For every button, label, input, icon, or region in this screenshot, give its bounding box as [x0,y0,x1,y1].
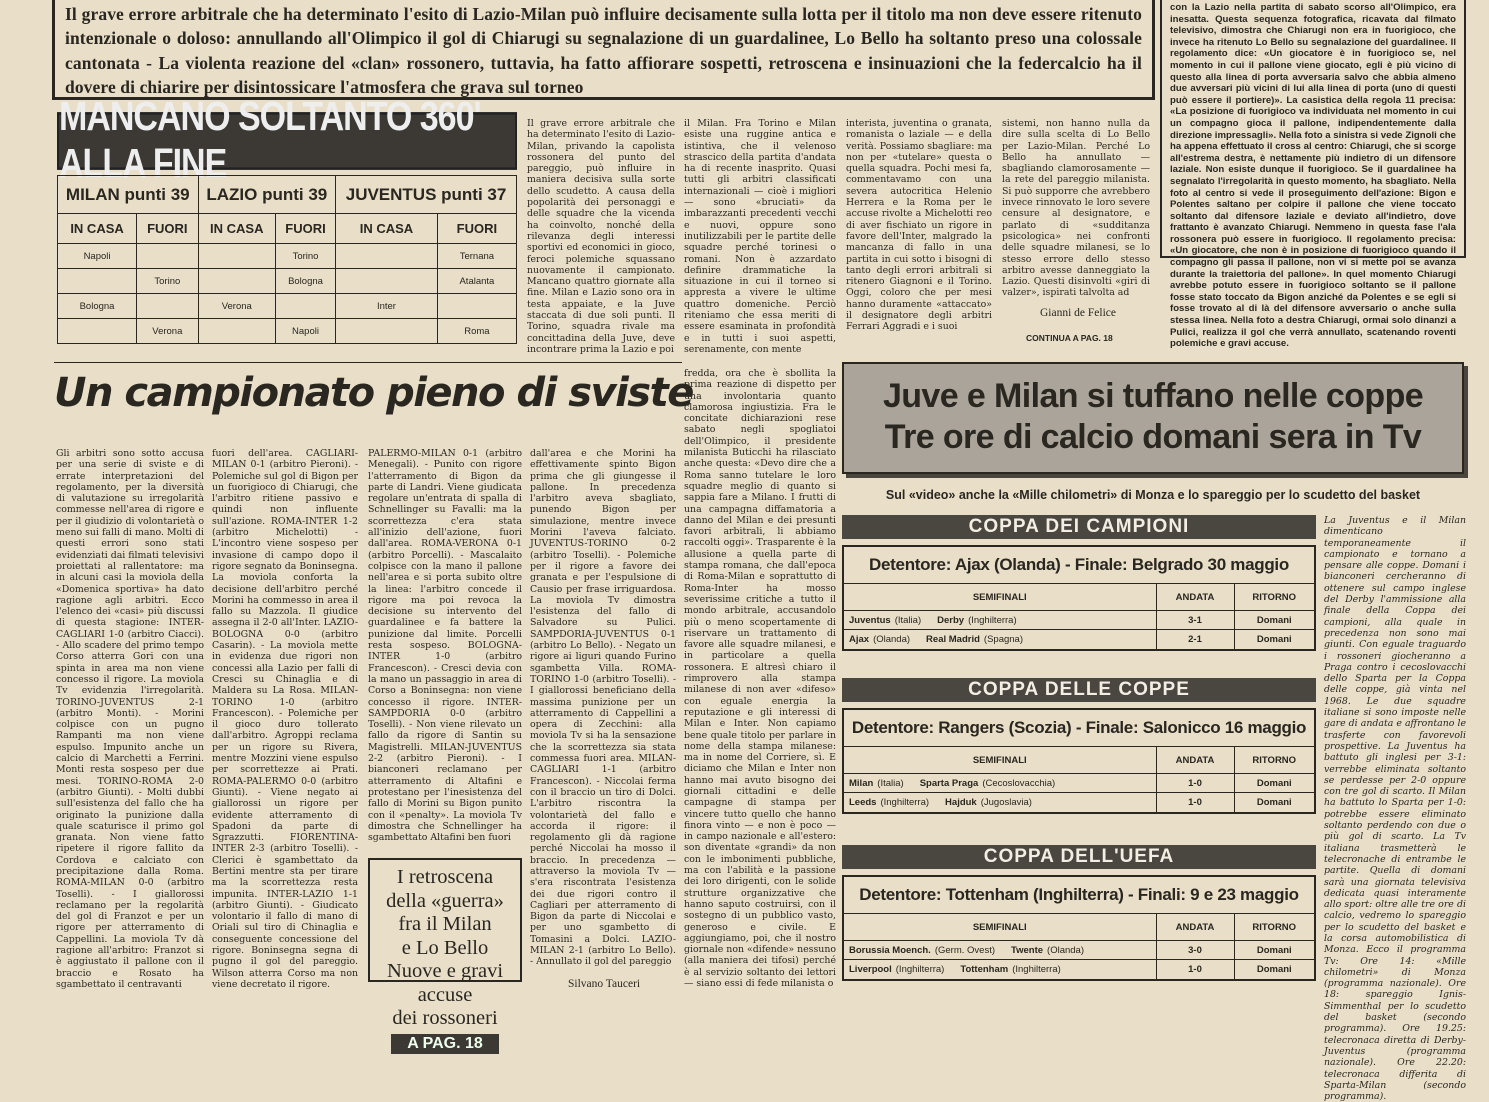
divider [54,362,682,363]
cup-title: COPPA DELLE COPPE [842,678,1316,702]
cup-match-row [844,774,1314,793]
main-article-col-2: il Milan. Fra Torino e Milan esiste una ruggine antica e istintiva, che il velenoso strascico della partita d'andata ha di recente inasprito. Quasi tutti gli arbitri classificati internazionali — cioè i migliori — sono «bruciati» da imbarazzanti precedenti vecchi e nuovi, oppure sono inutilizzabili per le partite delle squadre perché torinesi o romani. Non è azzardato definire drammatiche la situazione in cui il torneo si appresta a vivere le ultime quattro domeniche. Perciò riteniamo che essa meriti di essere esaminata in profondità e in tutti i suoi aspetti, serenamente, con mente [684,118,836,355]
cup-team-away-c: (Spagna) [983,633,1023,645]
standings-headline: MANCANO SOLTANTO 360' ALLA FINE [57,112,517,170]
author-byline: Gianni de Felice [1040,307,1117,319]
top-summary-text: Il grave errore arbitrale che ha determinato l'esito di Lazio-Milan può influire decisamente sulla lotta per il titolo ma non deve essere ritenuto intenzionale o doloso: annullando all'Olimpico il gol di Chiarugi su segnalazione di un guardalinee, Lo Bello ha soltanto preso una colossale cantonata - La violenta reazione del «clan» rossonero, tuttavia, ha fatto affiorare sospetti, retroscena e insinuazioni che la federcalcio ha il dovere di chiarire per disintossicare l'atmosfera che grava sul torneo [65,4,1142,97]
cup-ritorno: Domani [1234,611,1314,630]
col-in-casa: IN CASA [58,214,137,244]
col-in-casa: IN CASA [198,214,275,244]
standings-cell [336,269,438,294]
standings-cell [437,294,516,319]
standings-cell [336,319,438,344]
standings-row [58,319,517,344]
cup-team-home-c: (Inghilterra) [895,963,945,975]
cup-match-teams [844,774,1156,793]
cup-team-home: Liverpool [849,963,892,975]
cup-andata: 3-0 [1156,941,1234,960]
cup-title: COPPA DELL'UEFA [842,845,1316,869]
cup-box [842,545,1316,651]
campionato-col-1: Gli arbitri sono sotto accusa per una serie di sviste e di errate interpretazioni del regolamento, per la diversità di valutazione su irregolarità commesse nell'area di rigore e per il giudizio di volontarietà o meno sui falli di mano. Molti di questi errori sono stati evidenziati dai filmati televisivi proiettati al rallentatore: ma in alcuni casi la moviola della «Domenica sportiva» ha dato ragione agli arbitri. Ecco l'elenco dei «casi» più discussi di questa stagione: INTER-CAGLIARI 1-0 (arbitro Ciacci). - Allo scadere del primo tempo Corso atterra Gori con una spinta in area ma non viene concesso il rigore. La moviola Tv evidenzia l'irregolarità. TORINO-JUVENTUS 2-1 (arbitro Monti). - Morini colpisce con un pugno Rampanti ma non viene espulso. Impunito anche un calcio di Marchetti a Ferrini. Monti resta sospeso per due mesi. TORINO-ROMA 2-0 (arbitro Giunti). - Molti dubbi sull'esistenza del fallo che ha originato la punizione dalla quale scaturisce il primo gol granata. Non viene fatto ripetere il rigore fallito da Cordova e calciato con precipitazione dalla Roma. ROMA-MILAN 0-0 (arbitro Toselli). - I giallorossi reclamano per la regolarità del gol di Franzot e per un rigore per atterramento di Cappellini. La moviola Tv dà ragione all'arbitro: Franzot si è aggiustato il pallone con il braccio e Rosato ha sgambettato il centravanti [56,448,205,990]
coppe-headline-1: Juve e Milan si tuffano nelle coppe [882,377,1424,415]
standings-cell [58,319,137,344]
cup-team-home: Ajax [849,633,870,645]
cup-team-away: Hajduk [945,796,977,808]
cup-team-away-c: (Olanda) [1047,944,1084,956]
main-article-col-3: fredda, ora che è sbollita la prima reazione di dispetto per una involontaria quanto clamorosa ingiustizia. Fra le concitate dichiarazioni rese sabato negli spogliatoi dell'Olimpico, il presidente milanista Buticchi ha rilasciato anche questa: «Devo dire che a Roma sanno tutelare le loro squadre meglio di quanto si sappia fare a Milano. I frutti di una campagna diffamatoria a danno del Milan e dei presunti favori arbitrali, li abbiamo raccolti oggi». Trasparente è la allusione a quella parte di stampa romana, che dall'epoca di Roma-Milan e soprattutto di Roma-Inter ha mosso severissime critiche a tutto il mondo arbitrale, accusandolo più o meno scopertamente di riservare un trattamento di favore alle squadre milanesi, e in particolare a quella rossonera. E altresì chiaro il rimprovero alla stampa milanese di non aver «difeso» con eguale energia la reputazione e gli interessi di Milan e Inter. Non capiamo bene quale titolo per parlare in nome della stampa milanese: ma in nome del Corriere, sì. E diciamo che Milan e Inter non hanno mai avuto bisogno dei giornali cittadini e delle campagne di stampa per vincere tutto quello che hanno finora vinto — e non è poco — in campo nazionale e all'estero: son diventate «grandi» da non con le imbonimenti pubbliche, ma con l'abilità e la passione dei loro dirigenti, con le solide strutture organizzative che hanno saputo costruirsi, con il sostegno di un pubblico vasto, generoso e civile. E aggiungiamo, poi, che il nostro giornale non «difende» nessuno (alla maniera dei tifosi) perché è al servizio soltanto dei lettori — siano essi di fede milanista o [684,368,836,990]
continued-label: CONTINUA A PAG. 18 [1026,333,1113,343]
cup-match-row [844,630,1314,649]
main-article-col-5: sistemi, non hanno nulla da dire sulla scelta di Lo Bello per Lazio-Milan. Perché Lo Bello ha annullato — sbagliando clamorosamente — la rete del pareggio milanista. Si può supporre che avrebbero invece rinnovato le loro severe censure al designatore, e parlato di «sudditanza psicologica» nei confronti delle squadre milanesi, se lo stesso errore dello stesso arbitro avesse danneggiato la Lazio. Questi disinvolti «giri di valzer», ispirati talvolta ad [1002,118,1150,299]
retroscena-box [368,858,522,1052]
cup-team-away: Real Madrid [926,633,980,645]
cup-ritorno: Domani [1234,960,1314,979]
col-in-casa: IN CASA [336,214,438,244]
cup-team-home-c: (Germ. Ovest) [934,944,995,956]
retroscena-line: I retroscena [396,866,494,888]
standings-cell: Verona [137,319,199,344]
cup-box [842,708,1316,814]
campionato-col-4: dall'area e che Morini ha effettivamente spinto Bigon prima che gli giungesse il pallone. In precedenza l'arbitro aveva sbagliato, punendo Bigon per simulazione, mentre invece Morini l'aveva falciato. JUVENTUS-TORINO 0-2 (arbitro Toselli). - Polemiche per il rigore a favore dei granata e per l'espulsione di Causio per frase irriguardosa. La moviola Tv dimostra l'esistenza del fallo di Salvadore su Pulici. SAMPDORIA-JUVENTUS 0-1 (arbitro Lo Bello). - Negato un rigore ai liguri quando Furino sgambetta Villa. ROMA-TORINO 1-0 (arbitro Toselli). - I giallorossi beneficiano della massima punizione per un atterramento di Cappellini a opera di Zecchini: alla moviola Tv si ha la sensazione che la scorrettezza sia stata commessa fuori area. MILAN-CAGLIARI 1-1 (arbitro Francescon). - Niccolai ferma con il braccio un tiro di Dolci. L'arbitro riscontra la volontarietà del fallo e accorda il rigore: il regolamento gli dà ragione perché Niccolai ha mosso il braccio. In precedenza — attraverso la moviola Tv — s'era riscontrata l'esistenza dei due rigori contro il Cagliari per atterramento di Bigon da parte di Niccolai e per uno sgambetto di Tomasini a Dolci. LAZIO-MILAN 2-1 (arbitro Lo Bello). - Annullato il gol del pareggio [530,448,676,968]
cup-match-row [844,941,1314,960]
standings-cell: Inter [336,294,438,319]
cup-andata: 1-0 [1156,793,1234,812]
cup-column-header: RITORNO [1234,914,1314,941]
cup-team-home: Borussia Moench. [849,944,931,956]
standings-cell [336,244,438,269]
standings-cell: Torino [275,244,335,269]
retroscena-lines [370,866,520,1031]
cup-team-away-c: (Inghilterra) [968,614,1017,626]
cup-column-header: ANDATA [1156,914,1234,941]
standings-cell [198,244,275,269]
cup-match-teams [844,960,1156,979]
photo-caption-box [1160,0,1466,350]
cup-match-row [844,611,1314,630]
standings-row [58,244,517,269]
cup-holder: Detentore: Ajax (Olanda) - Finale: Belgrado 30 maggio [869,555,1289,574]
col-fuori: FUORI [437,214,516,244]
cup-team-away-c: (Cecoslovacchia) [982,777,1056,789]
cup-andata: 2-1 [1156,630,1234,649]
standings-cell [198,319,275,344]
retroscena-line: Nuove e gravi [386,960,504,982]
col-fuori: FUORI [275,214,335,244]
cup-column-header: RITORNO [1234,584,1314,611]
campionato-headline: Un campionato pieno di sviste [54,370,693,416]
standings-cell [58,269,137,294]
cup-column-header: SEMIFINALI [844,914,1156,941]
cup-match-teams [844,941,1156,960]
standings-cell: Torino [137,269,199,294]
standings-cell [198,269,275,294]
cup-team-away-c: (Inghilterra) [1012,963,1061,975]
cup-team-home: Milan [849,777,874,789]
standings-table [57,175,517,344]
coppe-headline-box [842,362,1464,474]
cup-team-home-c: (Inghilterra) [880,796,930,808]
team-lazio: LAZIO punti 39 [198,176,336,214]
team-milan: MILAN punti 39 [58,176,199,214]
cup-team-away-c: (Jugoslavia) [980,796,1032,808]
cup-match-teams [844,611,1156,630]
standings-cell [275,294,335,319]
cup-andata: 1-0 [1156,774,1234,793]
campionato-col-2: fuori dell'area. CAGLIARI-MILAN 0-1 (arbitro Pieroni). - Polemiche sul gol di Bigon per un fuorigioco di Chiarugi, che l'arbitro ritiene passivo e quindi non influente sull'azione. ROMA-INTER 1-2 (arbitro Michelotti) - L'incontro viene sospeso per invasione di campo dopo il rigore segnato da Boninsegna. La moviola conforta la decisione dell'arbitro perché Morini ha commesso in area il fallo su Mazzola. Il giudice assegna il 2-0 all'Inter. LAZIO-BOLOGNA 0-0 (arbitro Casarin). - La moviola mette in evidenza due rigori non concessi alla Lazio per falli di Cresci su Chinaglia e di Maldera su La Rosa. MILAN-TORINO 1-0 (arbitro Francescon). - Polemiche per il gioco duro tollerato dall'arbitro. Agroppi reclama per un rigore su Rivera, mentre Mozzini viene espulso per scorrettezze ai Prati. ROMA-PALERMO 0-0 (arbitro Giunti). - Viene negato ai giallorossi un rigore per evidente atterramento di Spadoni da parte di Sgrazzutti. FIORENTINA-INTER 2-3 (arbitro Toselli). - Clerici è sgambettato da Bertini mentre sta per tirare ma la scorrettezza resta impunita. INTER-LAZIO 1-1 (arbitro Giunti). - Giudicato volontario il fallo di mano di Oriali sul tiro di Chinaglia e conseguente concessione del rigore. Boninsegna segna di pugno il gol del pareggio. Wilson atterra Corso ma non viene decretato il rigore. [212,448,358,990]
standings-row [58,294,517,319]
col-fuori: FUORI [137,214,199,244]
retroscena-line: accuse [417,983,473,1006]
cup-team-home: Juventus [849,614,891,626]
retroscena-line: fra il Milan [398,913,492,935]
campionato-col-3: PALERMO-MILAN 0-1 (arbitro Menegali). - Punito con rigore l'atterramento di Bigon da parte di Landri. Viene giudicata regolare un'entrata di spalla di Schnellinger su Favalli: ma la scorrettezza c'era stata all'inizio dell'azione, fuori dall'area. ROMA-VERONA 0-1 (arbitro Porcelli). - Mascalaito colpisce con la mano il pallone nell'area e si porta subito oltre la linea: l'arbitro concede il rigore ma poi revoca la decisione su intervento del guardalinee e fa battere la punizione dal limite. Porcelli resta sospeso. BOLOGNA-INTER 1-0 (arbitro Francescon). - Cresci devia con la mano un passaggio in area di Corso a Boninsegna: non viene concesso il rigore. INTER-SAMPDORIA 0-0 (arbitro Toselli). - Non viene rilevato un fallo da rigore di Santin su Magistrelli. MILAN-JUVENTUS 2-2 (arbitro Pieroni). - I bianconeri reclamano per atterramento di Altafini e protestano per l'inesistenza del fallo di Morini su Bigon punito con il «penalty». La moviola Tv dimostra che Schnellinger ha sgambettato Altafini ben fuori [368,448,522,844]
team-juventus: JUVENTUS punti 37 [336,176,517,214]
main-article-col-1: Il grave errore arbitrale che ha determinato l'esito di Lazio-Milan, privando la capolista rossonera del punto del pareggio, può influire in maniera decisiva sulla sorte dello scudetto. A causa della popolarità dei personaggi e delle squadre che la vicenda ha coinvolto, nonché della rilevanza degli interessi sportivi ed economici in gioco, feroci polemiche squassano nuovamente il campionato. Mancano quattro giornate alla fine. Milan e Lazio sono ora in testa appaiate, e la Juve staccata di due soli punti. Il Torino, squadra rivale ma concittadina della Juve, deve incontrare prima la Lazio e poi [527,118,675,355]
cup-column-header: RITORNO [1234,747,1314,774]
cup-ritorno: Domani [1234,941,1314,960]
cup-team-home-c: (Italia) [877,777,904,789]
standings-cell [137,294,199,319]
photo-caption-text: con la Lazio nella partita di sabato scorso all'Olimpico, era inesatta. Questa sequenza fotografica, ricavata dal filmato televisivo, dimostra che Chiarugi non era in fuorigioco, che invece ha ritenuto Lo Bello su segnalazione del guardalinee. Il regolamento dice: «Un giocatore è in fuorigioco se, nel momento in cui il pallone viene giocato, egli è più vicino di questo alla linea di porta avversaria salvo che abbia almeno due avversari più vicini di lui alla linea di porta (uno di questi può essere il portiere)». La casistica della regola 11 precisa: «La posizione di fuorigioco va individuata nel momento in cui un compagno gioca il pallone, indipendentemente dalla direzione impressagli». Nella foto a sinistra si vede Zignoli che ha appena effettuato il cross al centro: Chiarugi, che si scorge all'estrema destra, è nettamente più indietro di un difensore laziale. Non esiste dunque il fuorigioco. Se il guardalinee ha segnalato l'irregolarità in questo momento, ha sbagliato. Nella foto al centro si vede il proseguimento dell'azione: Bigon e Polentes saltano per colpire il pallone che viene toccato soltanto dal difensore laziale e deviato all'indietro, dove frattanto è avanzato Chiarugi. Nemmeno in questa fase l'ala rossonera può essere in fuorigioco. Il regolamento precisa: «Un giocatore, che non è in posizione di fuorigioco quando il compagno gli passa il pallone, non vi si mette poi se avanza durante la traiettoria del pallone». In quel momento Chiarugi avrebbe potuto essere in fuorigioco soltanto se il pallone fosse stato toccato da Bigon anziché da Polentes e se egli si fosse trovato al di là del difensore avversario o anche sulla stessa linea. Nella foto a destra Chiarugi, ormai solo dinanzi a Pulici, realizza il gol che verrà annullato, scatenando roventi polemiche e gravi accuse. [1170,2,1456,350]
standings-cell: Bologna [275,269,335,294]
cup-match-teams [844,793,1156,812]
cup-ritorno: Domani [1234,774,1314,793]
cup-box [842,875,1316,981]
cup-team-home-c: (Italia) [894,614,922,626]
cup-match-row [844,793,1314,812]
cup-team-away: Twente [1011,944,1044,956]
standings-cell: Napoli [58,244,137,269]
cup-match-teams [844,630,1156,649]
standings-cell: Napoli [275,319,335,344]
cup-team-home-c: (Olanda) [873,633,911,645]
standings-cell: Verona [198,294,275,319]
cup-column-header: ANDATA [1156,747,1234,774]
retroscena-line: dei rossoneri [392,1007,498,1029]
standings-cell: Bologna [58,294,137,319]
cup-ritorno: Domani [1234,793,1314,812]
cup-ritorno: Domani [1234,630,1314,649]
coppe-headline-2: Tre ore di calcio domani sera in Tv [884,418,1422,456]
main-article-col-4: interista, juventina o granata, romanista o laziale — e della verità. Possiamo sbagliare: ma non per «tutelare» questa o quella squadra. Pochi mesi fa, commentavamo con una severa autocritica Helenio Herrera e la Roma per le accuse rivolte a Michelotti reo di aver fischiato un rigore in favore dell'Inter, malgrado la mancanza di fallo in una partita in cui sotto i bisogni di tanto degli errori arbitrali si ritenero Giagnoni e il Torino. Oggi, coloro che per mesi hanno duramente «attaccato» il designatore degli arbitri Ferrari Aggradi e i suoi [846,118,992,333]
cup-match-row [844,960,1314,979]
coppe-side-text: La Juventus e il Milan dimenticano temporaneamente il campionato e tornano a pensare alle coppe. Domani i bianconeri cercheranno di ottenere sul campo inglese del Derby l'ammissione alla finale della Coppa dei campioni, alla quale in precedenza non sono mai giunti. Con eguale traguardo i rossoneri giocheranno a Praga contro i cecoslovacchi dello Sparta per la Coppa delle coppe, già vinta nel 1968. Le due squadre italiane si sono imposte nelle gare di andata e affrontano le trasferte con favorevoli prospettive. La Juventus ha battuto gli inglesi per 3-1: verrebbe eliminata soltanto se perdesse per 2-0 oppure con tre gol di scarto. Il Milan ha battuto lo Sparta per 1-0: potrebbe essere eliminato soltanto perdendo con due o più gol di scarto. La Tv italiana trasmetterà le telecronache di entrambe le partite. Quella di domani sarà una giornata televisiva dedicata quasi interamente allo sport: oltre alle tre ore di calcio, vedremo lo spareggio per lo scudetto del basket e la corsa automobilistica di Monza. Ecco il programma Tv: Ore 14: «Mille chilometri» di Monza (programma nazionale). Ore 18: spareggio Ignis-Simmenthal per lo scudetto del basket (secondo programma). Ore 19.25: telecronaca diretta di Derby-Juventus (programma nazionale). Ore 22.20: telecronaca differita di Sparta-Milan (secondo programma). [1324,515,1466,1102]
retroscena-line: della «guerra» [386,889,504,912]
standings-cell: Ternana [437,244,516,269]
standings-row [58,269,517,294]
standings-cell: Atalanta [437,269,516,294]
page-reference: A PAG. 18 [391,1034,499,1054]
cup-title: COPPA DEI CAMPIONI [842,515,1316,539]
cup-team-home: Leeds [849,796,877,808]
cup-andata: 3-1 [1156,611,1234,630]
top-summary-box [52,0,1155,100]
cup-holder: Detentore: Tottenham (Inghilterra) - Finali: 9 e 23 maggio [859,885,1299,904]
retroscena-line: e Lo Bello [401,936,489,959]
cup-column-header: SEMIFINALI [844,584,1156,611]
cup-column-header: ANDATA [1156,584,1234,611]
cup-andata: 1-0 [1156,960,1234,979]
standings-cell [137,244,199,269]
cup-team-away: Derby [937,614,965,626]
cup-holder: Detentore: Rangers (Scozia) - Finale: Salonicco 16 maggio [851,718,1307,737]
coppe-subhead: Sul «video» anche la «Mille chilometri» di Monza e lo spareggio per lo scudetto del basket [885,488,1421,502]
cup-team-away: Tottenham [960,963,1009,975]
cup-team-away: Sparta Praga [919,777,979,789]
campionato-byline: Silvano Tauceri [568,978,641,990]
standings-rows [58,244,517,344]
standings-cell: Roma [437,319,516,344]
cup-column-header: SEMIFINALI [844,747,1156,774]
